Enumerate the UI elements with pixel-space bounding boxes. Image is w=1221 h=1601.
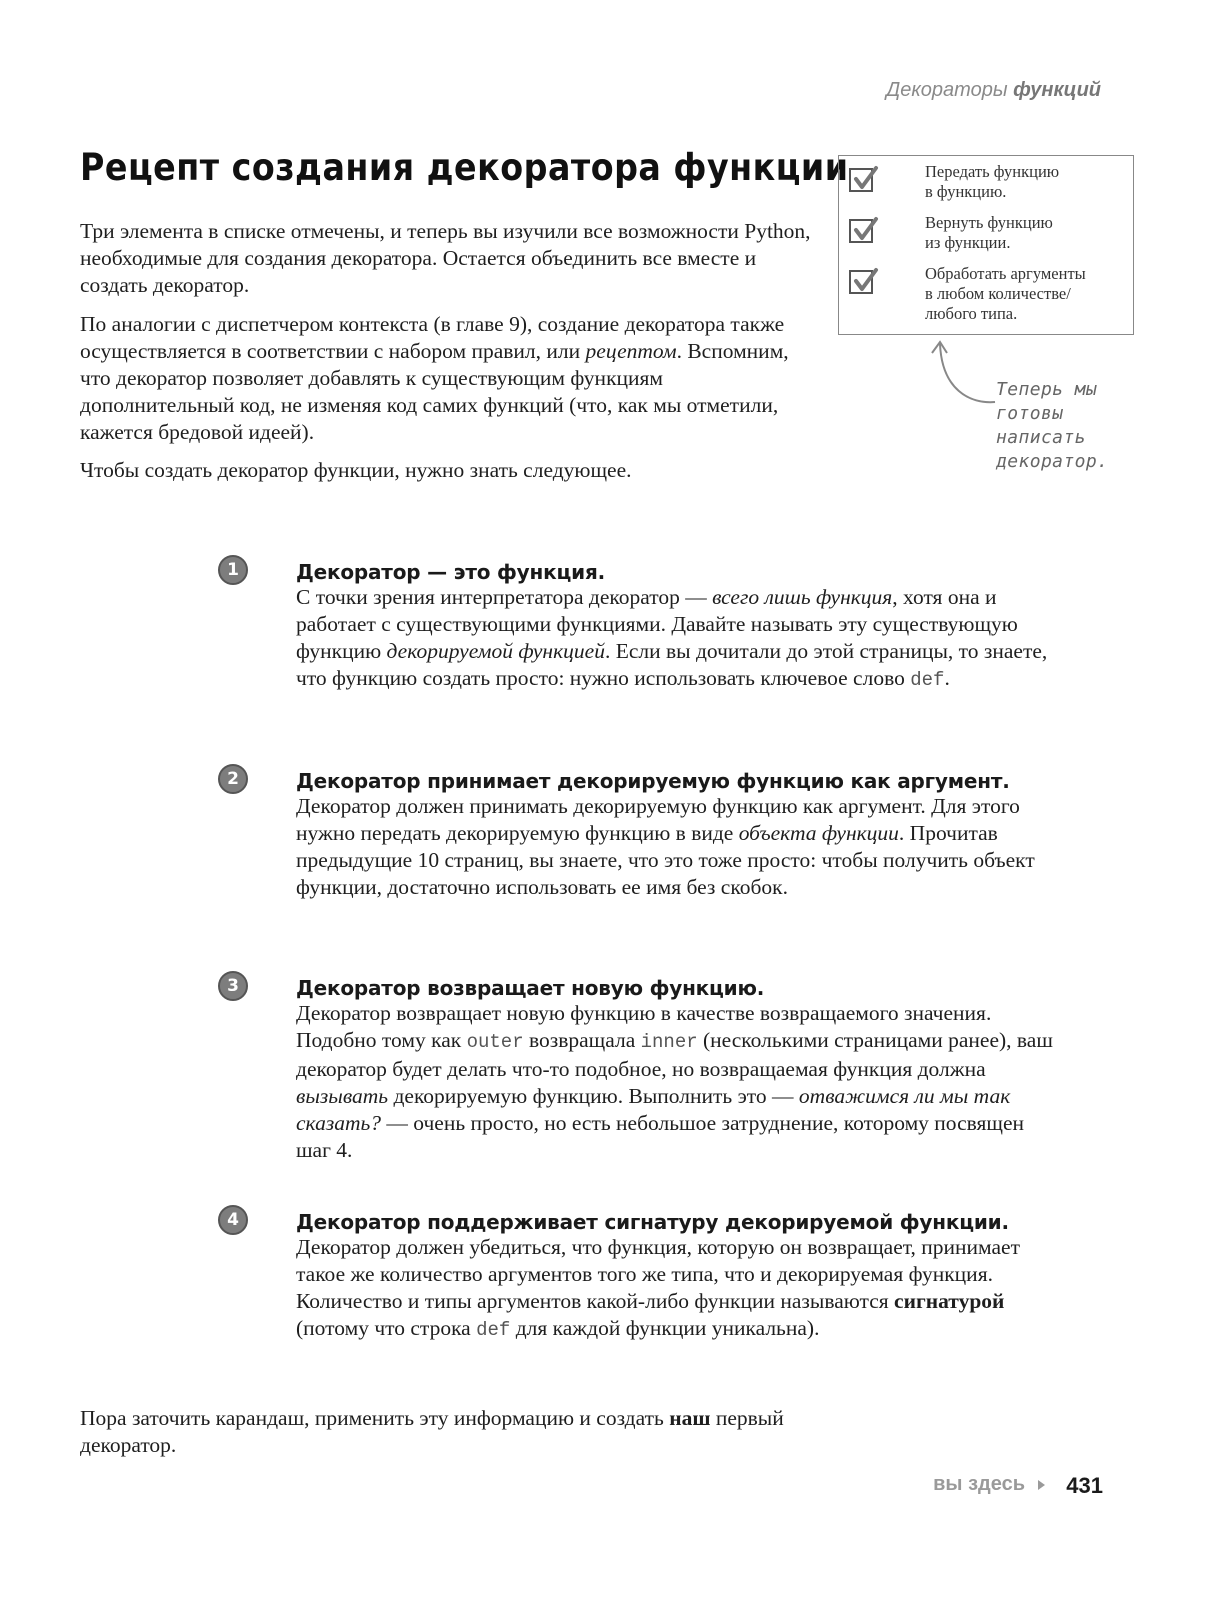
step-title: Декоратор — это функция.: [296, 560, 605, 584]
step-body: Декоратор возвращает новую функцию в качестве возвращаемого значения. Подобно тому как outer возвращала inner (несколькими страницами ранее), ваш декоратор будет делать что-то подобное, но возвращаемая функция должна вызывать декорируемую функцию. Выполнить это — отважимся ли мы так сказать? — очень просто, но есть небольшое затруднение, которому посвящен шаг 4.: [296, 1001, 1053, 1162]
checkmark-icon: [849, 164, 879, 194]
step-body: Декоратор должен убедиться, что функция, которую он возвращает, принимает такое же количество аргументов того же типа, что и декорируемая функция. Количество и типы аргументов какой-либо функции называются сигнатурой (потому что строка def для каждой функции уникальна).: [296, 1235, 1020, 1341]
intro-paragraph-1: Три элемента в списке отмечены, и теперь вы изучили все возможности Python, необходимые для создания декоратора. Остается объединить все вместе и создать декоратор.: [80, 219, 811, 297]
step-number-badge: 3: [218, 971, 248, 1001]
checklist-box: [838, 155, 1134, 335]
intro-paragraph-3: Чтобы создать декоратор функции, нужно знать следующее.: [80, 458, 632, 482]
step-title: Декоратор возвращает новую функцию.: [296, 976, 765, 1000]
checkmark-icon: [849, 266, 879, 296]
checklist-item: [839, 264, 1133, 330]
checkmark-icon: [849, 215, 879, 245]
footer-label: вы здесь: [933, 1473, 1025, 1495]
triangle-right-icon: [1038, 1480, 1045, 1490]
step-title: Декоратор поддерживает сигнатуру декорируемой функции.: [296, 1210, 1009, 1234]
step-body: С точки зрения интерпретатора декоратор — всего лишь функция, хотя она и работает с существующими функциями. Давайте называть эту существующую функцию декорируемой функцией. Если вы дочитали до этой страницы, то знаете, что функцию создать просто: нужно использовать ключевое слово def.: [296, 585, 1048, 691]
checklist-item: [839, 213, 1133, 263]
step-title: Декоратор принимает декорируемую функцию как аргумент.: [296, 769, 1010, 793]
checklist-item: [839, 162, 1133, 212]
checklist-item-text: Передать функцию в функцию.: [925, 162, 1060, 201]
emphasis-recipe: рецептом: [585, 339, 677, 363]
intro-paragraph-2: По аналогии с диспетчером контекста (в главе 9), создание декоратора также осуществляется в соответствии с набором правил, или рецептом. Вспомним, что декоратор позволяет добавлять к существующим функциям дополнительный код, не изменяя код самих функций (что, как мы отметили, кажется бредовой идеей).: [80, 312, 789, 444]
step-number-badge: 1: [218, 555, 248, 585]
running-head: [886, 79, 1101, 102]
running-head-bold: функций: [1013, 79, 1101, 101]
step-number-badge: 4: [218, 1205, 248, 1235]
page-title: Рецепт создания декоратора функции: [80, 146, 849, 189]
step-number-badge: 2: [218, 764, 248, 794]
step-body: Декоратор должен принимать декорируемую функцию как аргумент. Для этого нужно передать декорируемую функцию в виде объекта функции. Прочитав предыдущие 10 страниц, вы знаете, что это тоже просто: чтобы получить объект функции, достаточно использовать ее имя без скобок.: [296, 794, 1035, 899]
checklist-item-text: Вернуть функцию из функции.: [925, 213, 1053, 252]
handwritten-note: Теперь мы готовы написать декоратор.: [996, 379, 1109, 472]
running-head-plain: Декораторы: [886, 79, 1008, 101]
page-number: 431: [1066, 1473, 1103, 1498]
checklist-item-text: Обработать аргументы в любом количестве/ любого типа.: [925, 264, 1086, 323]
closing-paragraph: Пора заточить карандаш, применить эту информацию и создать наш первый декоратор.: [80, 1406, 784, 1457]
